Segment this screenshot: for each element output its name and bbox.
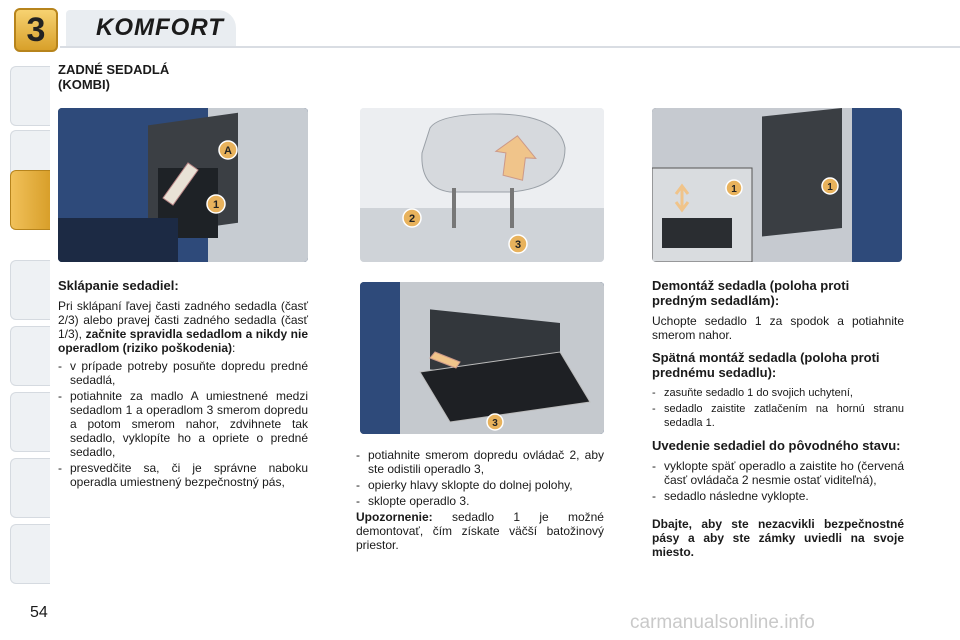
chapter-number-badge: 3 — [14, 8, 58, 52]
heading-folding: Sklápanie sedadiel: — [58, 278, 179, 293]
folding-intro-end: : — [232, 341, 236, 355]
section-title-line2: (KOMBI) — [58, 77, 110, 92]
folding-step-3: - presvedčite sa, či je správne naboku operadla umiestnený bezpečnostný pás, — [58, 461, 308, 489]
heading-removal: Demontáž sedadla (poloha proti predným sedadlám): — [652, 278, 850, 308]
side-tab-8[interactable] — [10, 524, 50, 584]
warning-text: Dbajte, aby ste nezacvikli bezpečnostné pásy a aby ste zámky uviedli na svoje miesto. — [652, 517, 904, 559]
photo1-label-a: A — [224, 145, 232, 157]
folding-step-2: - potiahnite za madlo A umiestnené medzi sedadlom 1 a operadlom 3 smerom dopredu a potom smerom nahor, zdvihnete tak sedadlo, vyklopíte ho a opriete o predné sedadlo, — [58, 389, 308, 459]
folding-intro-text: Pri sklápaní ľavej časti zadného sedadla (časť 2/3) alebo pravej časti zadného sedadla (časť 1/3), — [58, 299, 308, 341]
photo1-label-1: 1 — [212, 199, 220, 211]
removal-text: Uchopte sedadlo 1 za spodok a potiahnite smerom nahor. — [652, 314, 904, 342]
folding-intro-bold: začnite spravidla sedadlom a nikdy nie operadlom (riziko poškodenia) — [58, 327, 308, 355]
side-tab-7[interactable] — [10, 458, 50, 518]
backrest-step-2: - opierky hlavy sklopte do dolnej polohy, — [356, 478, 604, 492]
note-text: sedadlo 1 je možné demontovať, čím získate väčší batožinový priestor. — [356, 510, 604, 552]
restore-steps — [652, 459, 904, 503]
side-tab-4[interactable] — [10, 260, 50, 320]
section-title — [58, 62, 169, 92]
restore-step-2: - sedadlo následne vyklopte. — [652, 489, 904, 503]
folding-steps — [58, 359, 308, 489]
side-tab-1[interactable] — [10, 66, 50, 126]
photo-backrest-folded — [360, 282, 604, 434]
photo3-label-1a: 1 — [731, 184, 737, 195]
header-divider — [60, 46, 960, 48]
chapter-title: KOMFORT — [96, 14, 224, 41]
backrest-steps — [356, 448, 604, 508]
column-backrest — [356, 448, 604, 556]
folding-intro — [58, 299, 308, 355]
photo-seat-removal — [652, 108, 902, 262]
side-tab-5[interactable] — [10, 326, 50, 386]
watermark: carmanualsonline.info — [630, 612, 815, 633]
refit-step-2: - sedadlo zaistite zatlačením na hornú stranu sedadla 1. — [652, 402, 904, 430]
refit-step-1: - zasuňte sedadlo 1 do svojich uchytení, — [652, 386, 904, 400]
photo2-label-2: 2 — [408, 213, 416, 225]
page-number: 54 — [30, 604, 48, 621]
photo2-label-3: 3 — [514, 239, 522, 251]
restore-step-1: - vyklopte späť operadlo a zaistite ho (červená časť ovládača 2 nesmie ostať viditeľná), — [652, 459, 904, 487]
page-header — [0, 0, 960, 58]
column-removal — [652, 278, 904, 559]
side-tab-3-active[interactable] — [10, 170, 50, 230]
backrest-step-3: - sklopte operadlo 3. — [356, 494, 604, 508]
refit-steps — [652, 386, 904, 430]
note-label: Upozornenie: — [356, 510, 433, 524]
backrest-step-1: - potiahnite smerom dopredu ovládač 2, aby ste odistili operadlo 3, — [356, 448, 604, 476]
photo3-label-1b: 1 — [827, 182, 833, 193]
chapter-side-tabs — [0, 60, 56, 580]
folding-step-1: - v prípade potreby posuňte dopredu predné sedadlá, — [58, 359, 308, 387]
heading-restore: Uvedenie sedadiel do pôvodného stavu: — [652, 438, 901, 453]
photo4-label-3: 3 — [492, 418, 498, 429]
section-title-line1: ZADNÉ SEDADLÁ — [58, 62, 170, 77]
photo-headrest — [360, 108, 604, 262]
photo-seat-fold-handle — [58, 108, 308, 262]
column-folding — [58, 278, 308, 491]
heading-refit: Spätná montáž sedadla (poloha proti prednému sedadlu): — [652, 350, 880, 380]
side-tab-6[interactable] — [10, 392, 50, 452]
backrest-note — [356, 510, 604, 552]
